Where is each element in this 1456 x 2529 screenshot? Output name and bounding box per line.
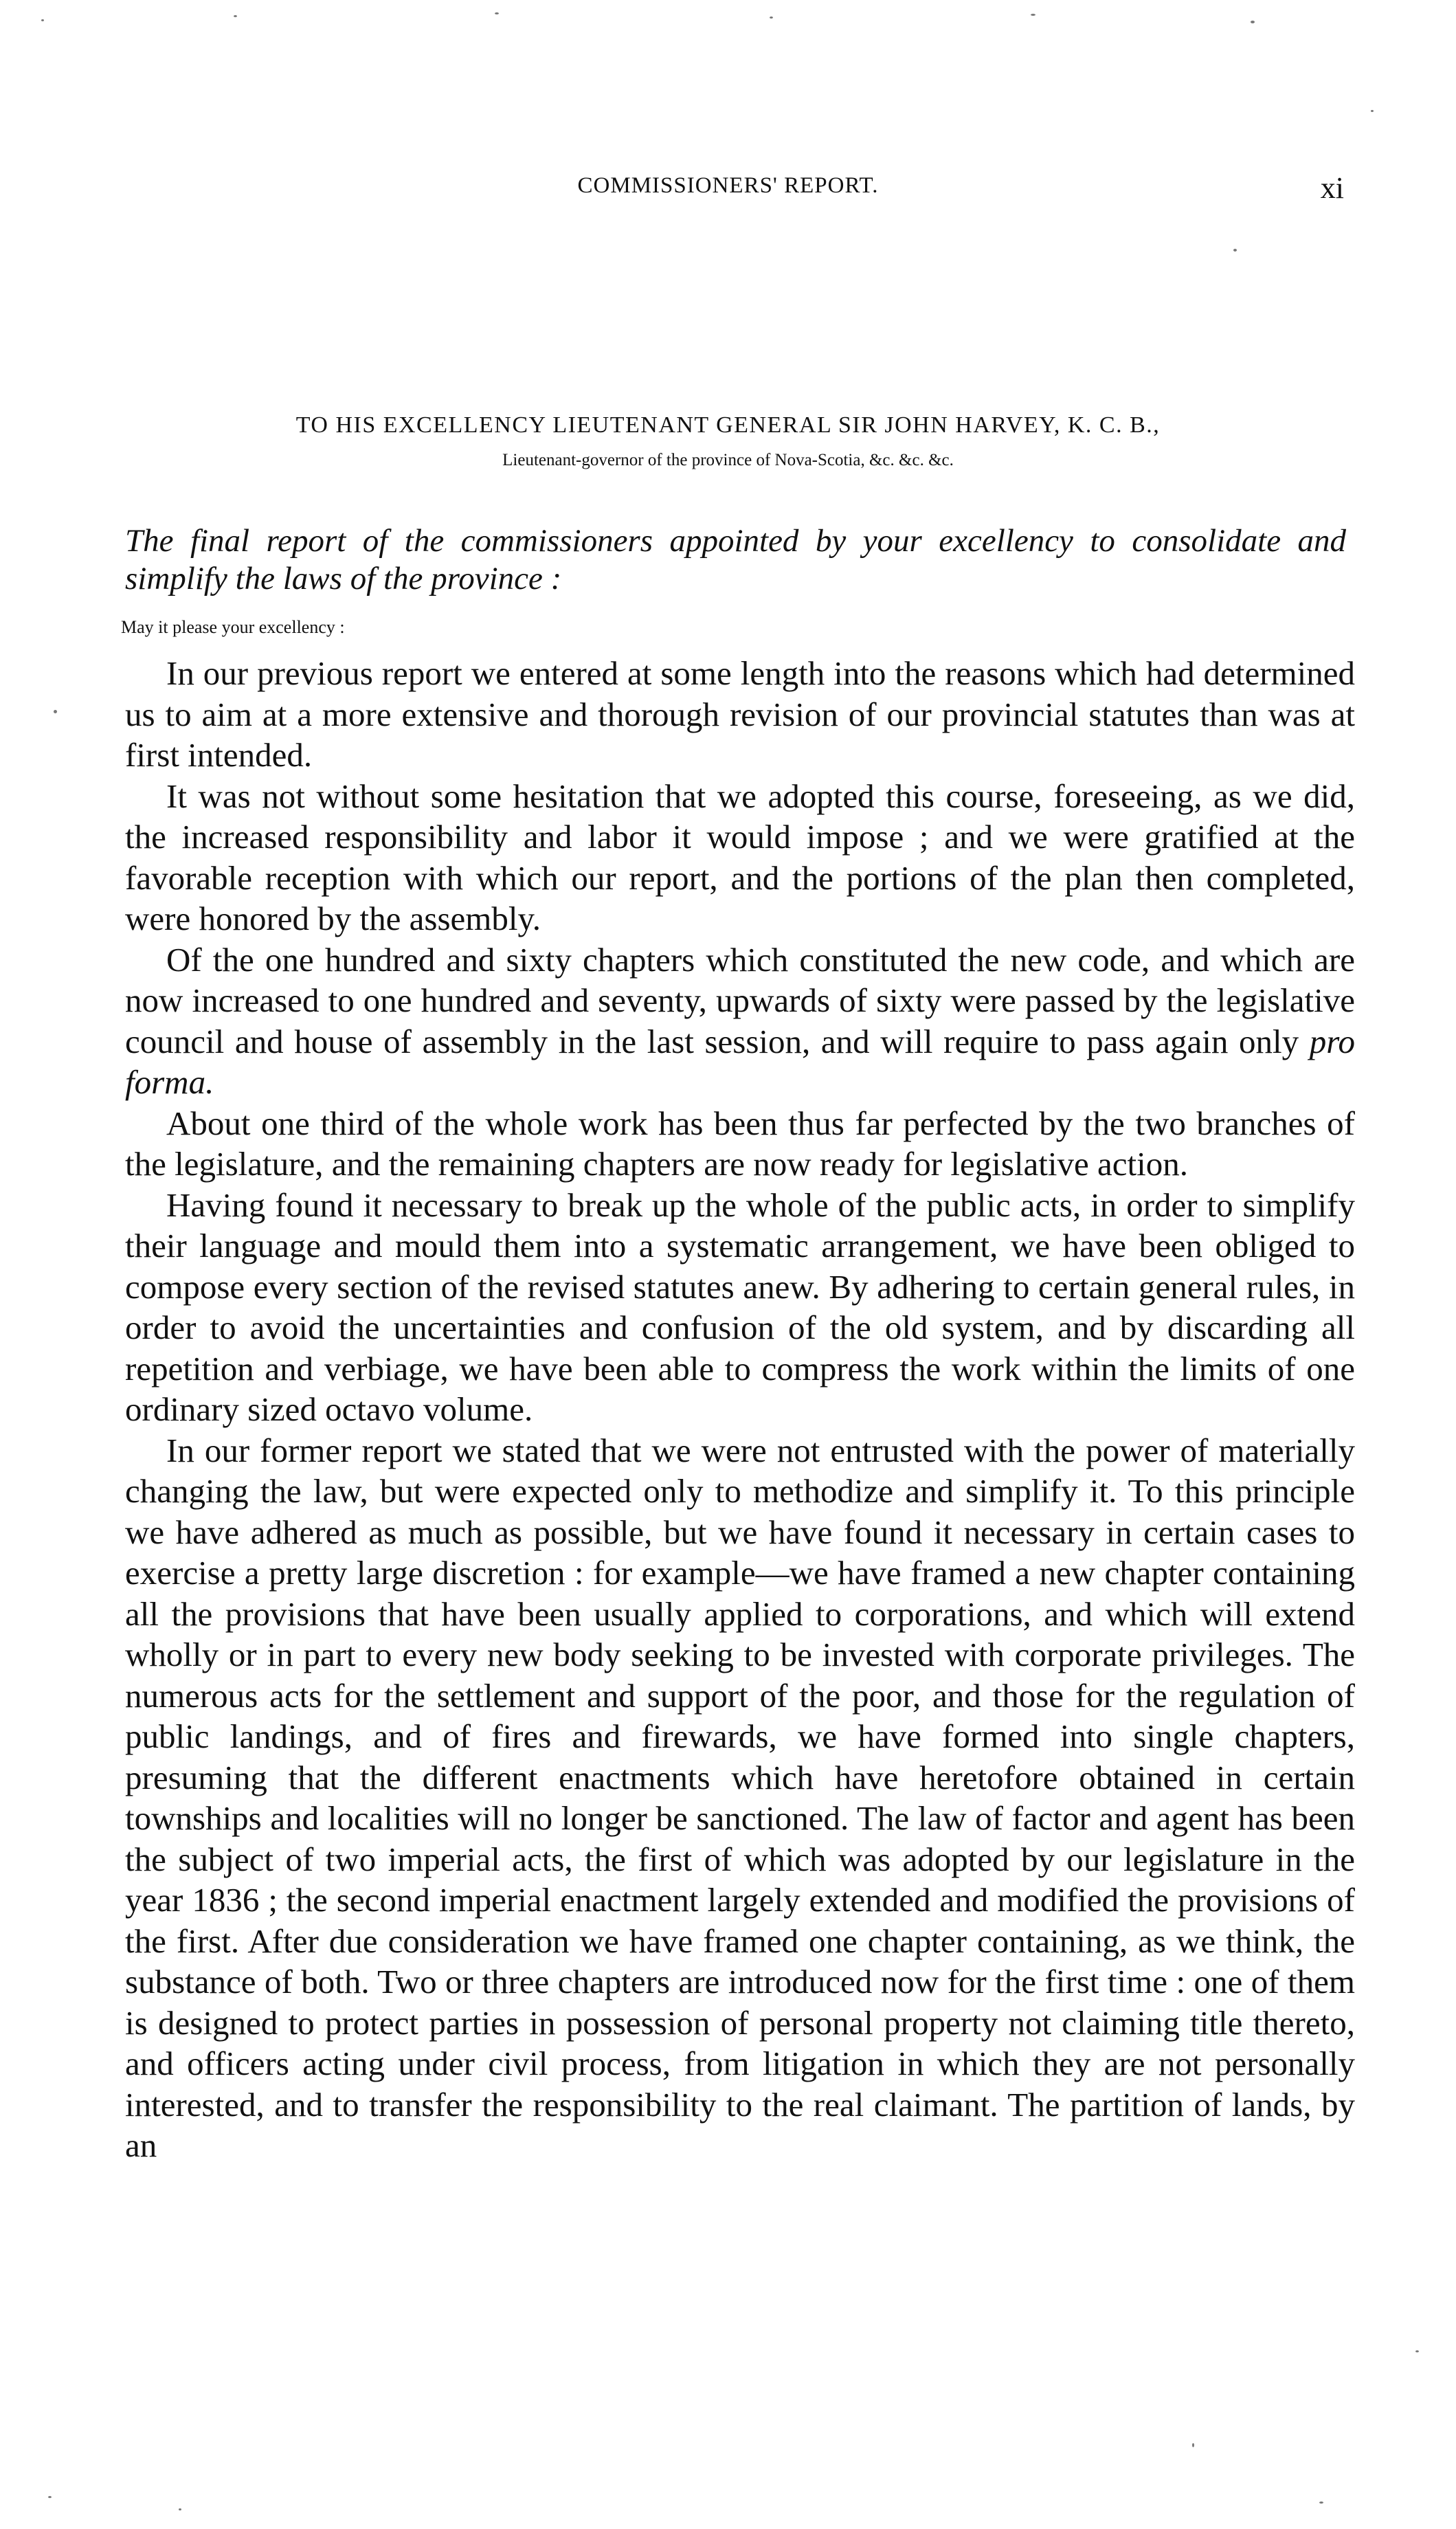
scan-speck [1415,2350,1419,2352]
salutation: May it please your excellency : [121,617,345,637]
paragraph [125,653,1355,776]
paragraph-text: Having found it necessary to break up the whole of the public acts, in order to simplify their language and mould them into a systematic arrangement, we have been obliged to compose every section of the revised statutes anew. By adhering to certain general rules, in order to avoid the uncertainties and confusion of the old system, and by discarding all repetition and verbiage, we have been able to compress the work within the limits of one ordinary sized octavo volume. [125,1185,1355,1428]
scan-speck [1371,110,1374,112]
paragraph [125,776,1355,939]
scan-speck [1192,2443,1194,2447]
paragraph-text: Of the one hundred and sixty chapters which constituted the new code, and which are now increased to one hundred and seventy, upwards of sixty were passed by the legislative council and house of assembly in the last session, and will require to pass again only [125,940,1355,1060]
paragraph-text: In our previous report we entered at some length into the reasons which had determined us to aim at a more extensive and thorough revision of our provincial statutes than was at first intended. [125,654,1355,774]
scan-speck [1251,21,1255,23]
recipient-title: Lieutenant-governor of the province of Nova-Scotia, &c. &c. &c. [502,451,954,469]
recipient-line: TO HIS EXCELLENCY LIEUTENANT GENERAL SIR JOHN HARVEY, K. C. B., [295,412,1161,438]
report-title: The final report of the commissioners appointed by your excellency to consolidate and simplify the laws of the province : [125,523,1346,597]
scan-speck [1233,249,1237,252]
scan-speck [1031,14,1035,16]
paragraph-text: In our former report we stated that we were not entrusted with the power of materially changing the law, but were expected only to methodize and simplify it. To this principle we have adhered as much as possible, but we have found it necessary in certain cases to exercise a pretty large discretion : for example—we have framed a new chapter containing all the provisions that have been usually applied to corporations, and which will extend wholly or in part to every new body seeking to be invested with corporate privileges. The numerous acts for the settlement and support of the poor, and those for the regulation of public landings, and of fires and firewards, we have formed into single chapters, presuming that the different enactments which have heretofore obtained in certain townships and localities will no longer be sanctioned. The law of factor and agent has been the subject of two imperial acts, the first of which was adopted by our legislature in the year 1836 ; the second imperial enactment largely extended and modified the provisions of the first. After due consideration we have framed one chapter containing, as we think, the substance of both. Two or three chapters are introduced now for the first time : one of them is designed to protect parties in possession of personal property not claiming title thereto, and officers acting under civil process, from litigation in which they are not personally interested, and to transfer the responsibility to the real claimant. The partition of lands, by an [125,1431,1355,2164]
running-title: COMMISSIONERS' REPORT. [577,173,879,198]
paragraph [125,1185,1355,1430]
running-head [0,173,1456,214]
scan-speck [234,15,237,17]
scan-speck [179,2508,181,2510]
address-block [124,412,1332,470]
report-body [125,653,1355,2166]
paragraph [125,1430,1355,2166]
latin-phrase: pro forma. [125,1022,1355,1101]
scan-speck [770,16,773,19]
paragraph-text: It was not without some hesitation that we adopted this course, foreseeing, as we did, the increased responsibility and labor it would impose ; and we were gratified at the favorable reception with which our report, and the portions of the plan then completed, were honored by the assembly. [125,777,1355,937]
paragraph-text: About one third of the whole work has been thus far perfected by the two branches of the legislature, and the remaining chapters are now ready for legislative action. [125,1104,1355,1183]
page-number: xi [1320,171,1344,205]
scan-speck [48,2496,52,2498]
scan-speck [1319,2502,1323,2504]
paragraph [125,1103,1355,1185]
scan-speck [54,710,57,713]
scan-speck [495,12,499,14]
scan-speck [41,19,44,21]
paragraph [125,939,1355,1103]
